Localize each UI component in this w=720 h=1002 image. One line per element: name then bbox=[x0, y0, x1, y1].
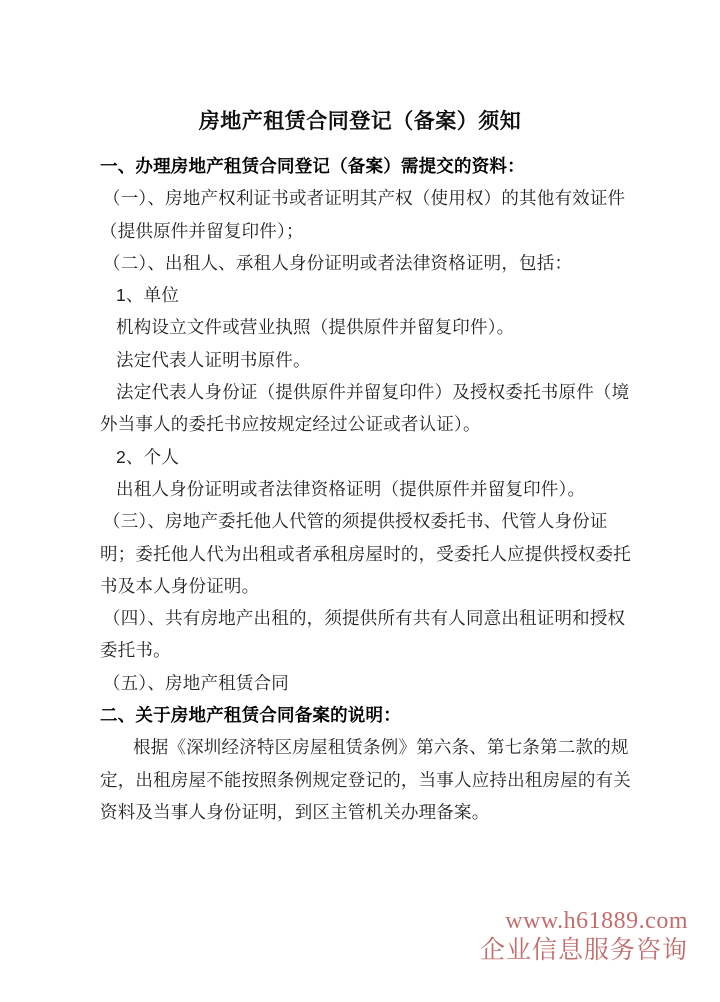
section-heading-1: 一、办理房地产租赁合同登记（备案）需提交的资料： bbox=[100, 156, 525, 176]
paragraph-item-1: （一）、房地产权利证书或者证明其产权（使用权）的其他有效证件（提供原件并留复印件）； bbox=[100, 188, 626, 241]
paragraph-item-3: （三）、房地产委托他人代管的须提供授权委托书、代管人身份证明；委托他人代为出租或者承租房屋时的，受委托人应提供授权委托书及本人身份证明。 bbox=[100, 511, 631, 596]
paragraph-sub-5: 2、个人 bbox=[116, 446, 180, 467]
paragraph-sub-1: 1、单位 bbox=[116, 285, 180, 306]
paragraph-sub-6: 出租人身份证明或者法律资格证明（提供原件并留复印件）。 bbox=[116, 478, 586, 499]
paragraph-item-4: （四）、共有房地产出租的，须提供所有共有人同意出租证明和授权委托书。 bbox=[100, 608, 626, 661]
watermark bbox=[480, 906, 688, 966]
paragraph-sub-3: 法定代表人证明书原件。 bbox=[116, 349, 311, 370]
section-heading-2: 二、关于房地产租赁合同备案的说明： bbox=[100, 705, 401, 726]
paragraph-closing: 根据《深圳经济特区房屋租赁条例》第六条、第七条第二款的规定，出租房屋不能按照条例规定登记的，当事人应持出租房屋的有关资料及当事人身份证明，到区主管机关办理备案。 bbox=[100, 737, 631, 822]
paragraph-item-2: （二）、出租人、承租人身份证明或者法律资格证明，包括： bbox=[103, 252, 573, 273]
paragraph-sub-2: 机构设立文件或营业执照（提供原件并留复印件）。 bbox=[116, 317, 515, 338]
document-title: 房地产租赁合同登记（备案）须知 bbox=[198, 110, 522, 133]
watermark-url: www.h61889.com bbox=[505, 908, 688, 934]
paragraph-sub-4: 法定代表人身份证（提供原件并留复印件）及授权委托书原件（境外当事人的委托书应按规定经过公证或者认证）。 bbox=[100, 382, 630, 435]
document-body bbox=[100, 150, 636, 828]
paragraph-item-5: （五）、房地产租赁合同 bbox=[103, 672, 289, 693]
watermark-caption: 企业信息服务咨询 bbox=[479, 937, 688, 964]
